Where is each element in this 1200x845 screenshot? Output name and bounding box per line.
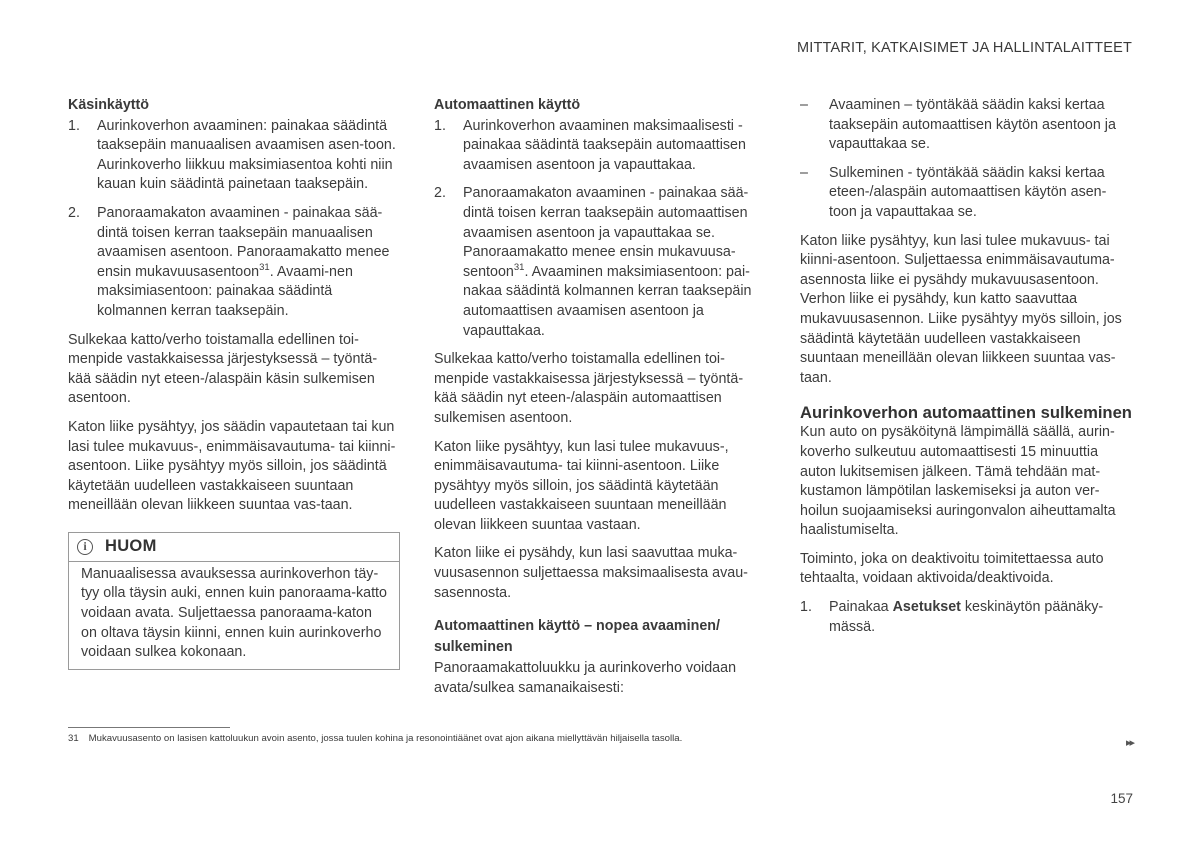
next-page-icon[interactable]: ▸▸	[1125, 737, 1133, 749]
list-number: 2.	[68, 204, 80, 221]
list-number: 1.	[68, 117, 80, 134]
footnote-divider	[68, 727, 230, 728]
column-1	[68, 96, 400, 670]
note-text: Manuaalisessa avauksessa aurinkoverhon täy-tyy olla täysin auki, ennen kuin panoraama-katto voidaan avata. Suljettaessa panoraama-katon on oltava täysin kiinni, ennen kuin aurinkoverho voidaan sulkea kokonaan.	[81, 565, 387, 661]
column-3	[800, 96, 1132, 646]
page-header: MITTARIT, KATKAISIMET JA HALLINTALAITTEET	[796, 40, 1132, 56]
section-heading-quick: Automaattinen käyttö – nopea avaaminen/ sulkeminen	[434, 618, 721, 656]
dash-bullet: –	[800, 97, 808, 113]
footnote-text: Mukavuusasento on lasisen kattoluukun avoin asento, jossa tuulen kohina ja resonointiäänet ovat ajon aikana miellyttävän hiljaisella tasolla.	[88, 733, 683, 744]
footnote	[68, 732, 682, 745]
column-2	[434, 96, 766, 707]
list-text: Painakaa	[829, 599, 893, 616]
paragraph: Katon liike pysähtyy, kun lasi tulee mukavuus-, enimmäisavautuma- tai kiinni-asentoon. Liike pysähtyy myös silloin, jos säädintä käytetään uudelleen vastakkaiseen suuntaan meneillään olevan liikkeen suuntaa vastaan.	[434, 438, 729, 533]
list-text-cont: keskinäytön päänäky-mässä.	[829, 599, 1104, 635]
list-text-cont: . Avaaminen maksimiasentoon: pai-nakaa säädintä kolmannen kerran taaksepäin automaattisen avaamisen asentoon ja vapauttakaa.	[463, 263, 752, 339]
section-heading-manual: Käsinkäyttö	[68, 97, 150, 113]
note-header	[69, 533, 399, 562]
list-number: 1.	[800, 599, 812, 616]
paragraph: Kun auto on pysäköitynä lämpimällä säällä, aurin-koverho sulkeutuu automaattisesti 15 minuuttia auton lukitsemisen jälkeen. Tämä tehdään mat-kustamon lämpötilan laskemiseksi ja auton ver-hoilun suojaamiseksi auringonvalon aiheuttamalta haalistumiselta.	[800, 424, 1116, 539]
list-text: Avaaminen – työntäkää säädin kaksi kertaa taaksepäin automaattisen käytön asentoon ja vapauttakaa se.	[829, 97, 1116, 153]
settings-steps-list	[800, 598, 1132, 637]
paragraph: Panoraamakattoluukku ja aurinkoverho voidaan avata/sulkea samanaikaisesti:	[434, 660, 737, 696]
note-title: HUOM	[105, 537, 157, 556]
automatic-steps-list	[434, 117, 766, 342]
note-body	[69, 562, 399, 669]
list-item	[800, 598, 1132, 637]
list-item	[68, 117, 400, 195]
info-icon: i	[77, 539, 93, 555]
list-text: Sulkeminen - työntäkää säädin kaksi kertaa eteen-/alaspäin automaattisen käytön asen-toon ja vapauttakaa se.	[829, 164, 1107, 220]
manual-steps-list	[68, 117, 400, 322]
dash-list	[800, 96, 1132, 223]
paragraph: Katon liike ei pysähdy, kun lasi saavuttaa muka-vuusasennon suljettaessa maksimaalisesta avau-sasennosta.	[434, 545, 748, 601]
list-item	[434, 184, 766, 341]
note-box	[68, 532, 400, 670]
list-text: Panoraamakaton avaaminen - painakaa sää-dintä toisen kerran taaksepäin manuaalisen avaamisen asentoon. Panoraamakatto menee ensin mukavuusasentoon	[97, 204, 390, 280]
paragraph: Sulkekaa katto/verho toistamalla edellinen toi-menpide vastakkaisessa järjestyksessä – työntä-kää säädin nyt eteen-/alaspäin automaattisen sulkemisen asentoon.	[434, 351, 744, 426]
list-text: Aurinkoverhon avaaminen: painakaa säädintä taaksepäin manuaalisen avaamisen asen-toon. Aurinkoverho liikkuu maksimiasentoa kohti niin kauan kuin säädintä painetaan taaksepäin.	[97, 117, 396, 193]
list-text-cont: . Avaami-nen maksimiasentoon: painakaa säädintä kolmannen kerran taaksepäin.	[97, 263, 353, 319]
section-heading-sunshade: Aurinkoverhon automaattinen sulkeminen	[800, 403, 1132, 423]
list-item	[800, 164, 1132, 223]
paragraph: Sulkekaa katto/verho toistamalla edellinen toi-menpide vastakkaisessa järjestyksessä – työntä-kää säädin nyt eteen-/alaspäin käsin sulkemisen asentoon.	[68, 331, 378, 407]
paragraph: Toiminto, joka on deaktivoitu toimitettaessa auto tehtaalta, voidaan aktivoida/deaktivoida.	[800, 550, 1104, 587]
footnote-ref[interactable]: 31	[259, 261, 270, 273]
page-number: 157	[1110, 791, 1133, 806]
section-heading-automatic: Automaattinen käyttö	[434, 97, 581, 113]
footnote-number: 31	[68, 733, 79, 744]
list-number: 2.	[434, 185, 446, 202]
list-text: Aurinkoverhon avaaminen maksimaalisesti - painakaa säädintä taaksepäin automaattisen avaamisen asentoon ja vapauttakaa.	[463, 117, 746, 173]
list-item	[800, 96, 1132, 155]
dash-bullet: –	[800, 164, 808, 181]
list-number: 1.	[434, 117, 446, 134]
footnote-ref[interactable]: 31	[513, 261, 525, 273]
list-item	[68, 204, 400, 322]
paragraph: Katon liike pysähtyy, kun lasi tulee mukavuus- tai kiinni-asentoon. Suljettaessa enimmäisavautuma-asennosta liike ei pysähdy mukavuusasentoon. Verhon liike ei pysähdy, kun katto saavuttaa mukavuusasennon. Liike pysähtyy myös silloin, jos säädintä käytetään uudelleen vastakkaiseen suuntaan meneillään olevan liikkeen suuntaa vas-taan.	[800, 232, 1122, 386]
paragraph: Katon liike pysähtyy, jos säädin vapautetaan tai kun lasi tulee mukavuus-, enimmäisavautuma- tai kiinni-asentoon. Liike pysähtyy myös silloin, jos säädintä käytetään uudelleen vastakkaiseen suuntaan meneillään olevan liikkeen suuntaa vas-taan.	[68, 418, 396, 514]
list-item	[434, 117, 766, 176]
list-text: Panoraamakaton avaaminen - painakaa sää-dintä toisen kerran taaksepäin automaattisen avaamisen asentoon ja vapauttakaa se. Panoraamakatto menee ensin mukavuusa-sentoon	[463, 185, 749, 280]
settings-term: Asetukset	[892, 599, 961, 616]
